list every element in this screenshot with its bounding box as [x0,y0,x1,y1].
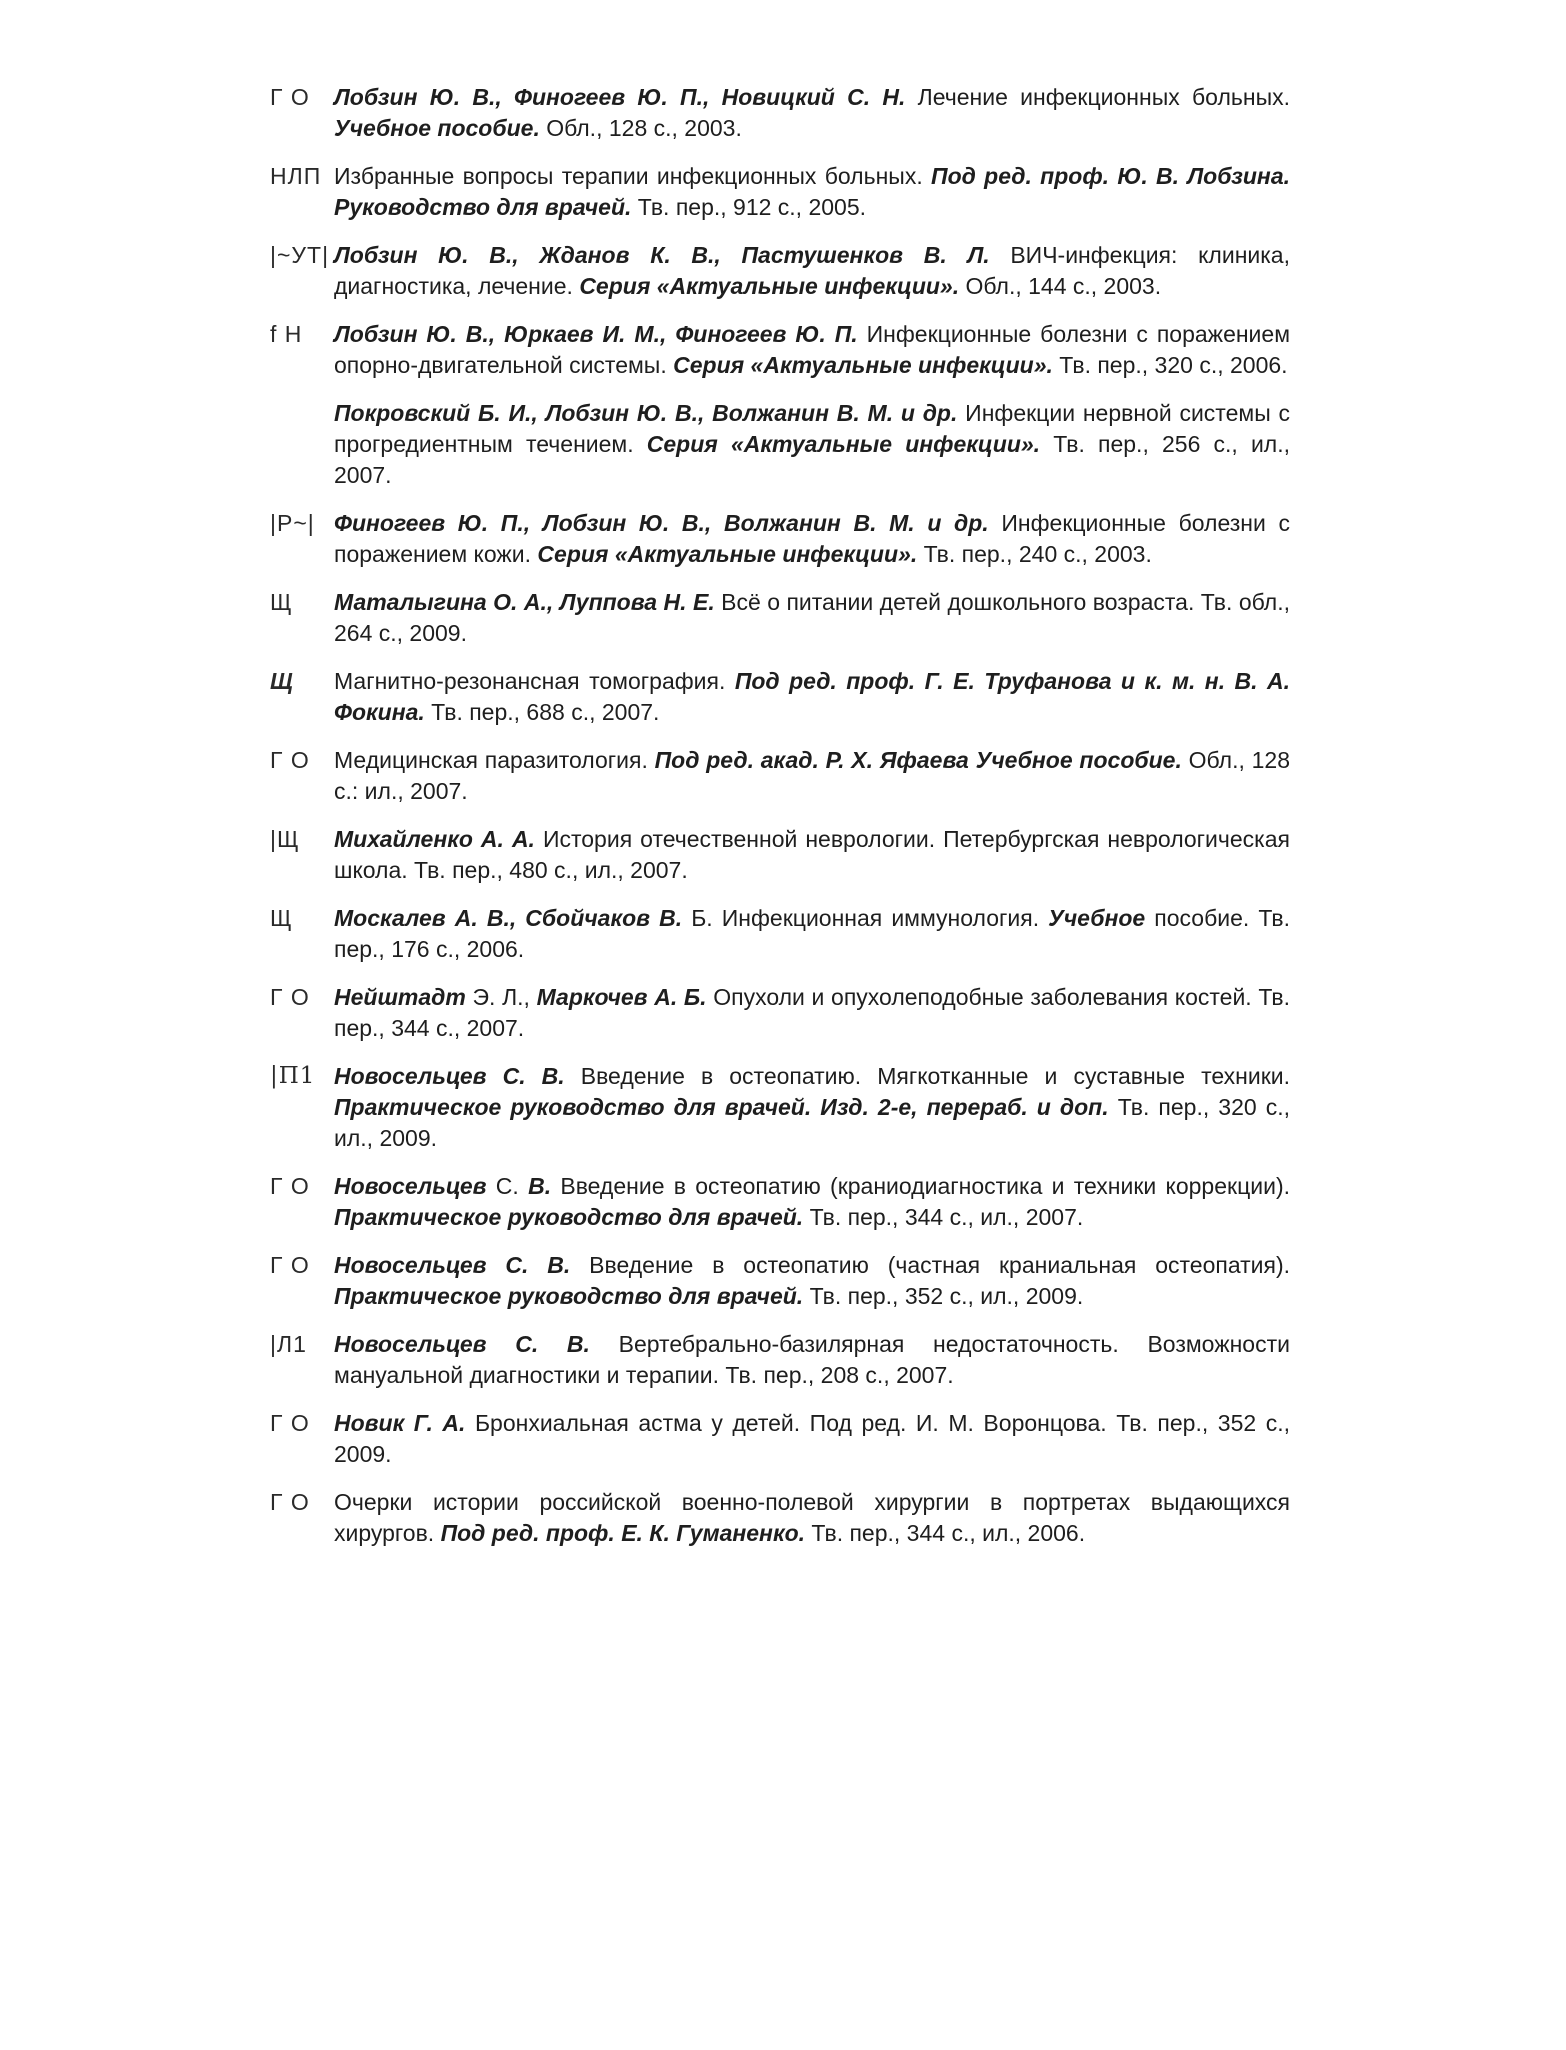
entry-marker: Г О [270,1410,310,1436]
entry-text [334,1408,1290,1470]
entry-emphasis: Лобзин Ю. В., Финогеев Ю. П., Новицкий С. Н. [334,84,906,110]
list-item [270,240,1290,302]
list-item [270,161,1290,223]
entry-plain-text: ВИЧ-инфекция: клиника, диагностика, лечение. [334,242,1290,299]
entry-plain-text: Опухоли и опухолеподобные заболевания костей. Тв. пер., 344 с., 2007. [334,984,1291,1041]
entry-plain-text: Бронхиальная астма у детей. Под ред. И. М. Воронцова. Тв. пер., 352 с., 2009. [334,1410,1290,1467]
entry-plain-text: Обл., 128 с., 2003. [539,115,742,141]
entry-text [334,1487,1290,1549]
entry-plain-text: Тв. пер., 320 с., 2006. [1052,352,1288,378]
entry-marker: |~УТ| [270,242,330,268]
list-item [270,903,1290,965]
entry-text [334,903,1290,965]
entry-text [334,1250,1290,1312]
entry-plain-text: Инфекционные болезни с поражением опорно-двигательной системы. [334,321,1291,378]
entry-emphasis: Учебное пособие. [334,115,540,141]
entry-plain-text: Введение в остеопатию. Мягкотканные и суставные техники. [564,1063,1290,1089]
entry-plain-text: Тв. пер., 320 с., ил., 2009. [334,1094,1290,1151]
entry-plain-text: Всё о питании детей дошкольного возраста. Тв. обл., 264 с., 2009. [334,589,1290,646]
entry-marker: Щ [270,589,293,615]
entry-plain-text: История отечественной неврологии. Петербургская неврологическая школа. Тв. пер., 480 с., ил., 2007. [334,826,1290,883]
entry-plain-text: пособие. Тв. пер., 176 с., 2006. [334,905,1290,962]
entry-emphasis: Практическое руководство для врачей. [334,1283,804,1309]
list-item [270,745,1290,807]
list-item [270,587,1290,649]
entry-plain-text: Тв. пер., 688 с., 2007. [424,699,660,725]
entry-text [334,319,1290,381]
entry-marker: |Р~| [270,510,315,536]
entry-plain-text: Инфекции нервной системы с прогредиентным течением. [334,400,1291,457]
entry-emphasis: Серия «Актуальные инфекции». [646,431,1041,457]
entry-emphasis: Нейштадт [334,984,466,1010]
entry-marker: Г О [270,1489,310,1515]
entry-emphasis: Практическое руководство для врачей. Изд. 2-е, перераб. и доп. [334,1094,1109,1120]
bibliography-list [270,82,1290,1566]
entry-emphasis: Маталыгина О. А., Луппова Н. Е. [334,589,715,615]
entry-marker: |П1 [270,1063,316,1089]
entry-emphasis: Серия «Актуальные инфекции». [579,273,960,299]
list-item [270,1250,1290,1312]
entry-text [334,587,1290,649]
entry-emphasis: Серия «Актуальные инфекции». [673,352,1053,378]
list-item [270,1171,1290,1233]
entry-marker: Щ [270,905,293,931]
entry-emphasis: Новик Г. А. [334,1410,466,1436]
entry-plain-text: Лечение инфекционных больных. [905,84,1290,110]
list-item [270,1329,1290,1391]
entry-plain-text: Избранные вопросы терапии инфекционных больных. [334,163,932,189]
entry-plain-text: Обл., 128 с.: ил., 2007. [334,747,1290,804]
entry-plain-text: Медицинская паразитология. [334,747,655,773]
entry-emphasis: Маркочев А. Б. [536,984,707,1010]
entry-emphasis: Под ред. проф. Е. К. Гуманенко. [440,1520,806,1546]
entry-emphasis: Под ред. проф. Ю. В. Лобзина. Руководство для врачей. [334,163,1290,220]
entry-text [334,398,1290,491]
entry-plain-text: Очерки истории российской военно-полевой хирургии в портретах выдающихся хирургов. [334,1489,1290,1546]
entry-emphasis: Новосельцев С. В. [334,1331,590,1357]
entry-emphasis: Под ред. акад. Р. Х. Яфаева Учебное пособие. [654,747,1182,773]
entry-emphasis: Новосельцев С. В. [334,1252,571,1278]
list-item [270,1487,1290,1549]
entry-emphasis: Новосельцев [334,1173,487,1199]
entry-emphasis: Лобзин Ю. В., Жданов К. В., Пастушенков В. Л. [334,242,990,268]
entry-emphasis: Москалев А. В., Сбойчаков В. [334,905,683,931]
entry-emphasis: Новосельцев С. В. [334,1063,565,1089]
entry-plain-text: Инфекционные болезни с поражением кожи. [334,510,1290,567]
entry-plain-text: Б. Инфекционная иммунология. [682,905,1049,931]
entry-text [334,1171,1290,1233]
entry-marker: |Л1 [270,1331,307,1357]
entry-plain-text: Обл., 144 с., 2003. [959,273,1162,299]
list-item [270,666,1290,728]
entry-emphasis: В. [528,1173,552,1199]
entry-marker: Щ [270,668,294,694]
entry-text [334,1061,1290,1154]
list-item [270,398,1290,491]
entry-plain-text: Тв. пер., 912 с., 2005. [631,194,867,220]
list-item [270,508,1290,570]
entry-plain-text: Вертебрально-базилярная недостаточность. Возможности мануальной диагностики и терапии. Тв. пер., 208 с., 2007. [334,1331,1290,1388]
entry-emphasis: Лобзин Ю. В., Юркаев И. М., Финогеев Ю. П. [334,321,858,347]
entry-marker: Г О [270,1252,310,1278]
entry-plain-text: Тв. пер., 352 с., ил., 2009. [803,1283,1084,1309]
entry-text [334,824,1290,886]
entry-plain-text: Тв. пер., 344 с., ил., 2006. [805,1520,1086,1546]
list-item [270,1061,1290,1154]
entry-marker: Г О [270,984,310,1010]
entry-plain-text: Введение в остеопатию (частная краниальная остеопатия). [570,1252,1290,1278]
entry-marker: Г О [270,747,310,773]
entry-marker: НЛП [270,163,322,189]
entry-plain-text: Тв. пер., 240 с., 2003. [917,541,1152,567]
entry-text [334,508,1290,570]
entry-plain-text: С. [486,1173,529,1199]
entry-marker: |Щ [270,826,300,852]
entry-text [334,240,1290,302]
list-item [270,1408,1290,1470]
entry-plain-text: Тв. пер., 256 с., ил., 2007. [334,431,1290,488]
list-item [270,82,1290,144]
entry-emphasis: Покровский Б. И., Лобзин Ю. В., Волжанин В. М. и др. [334,400,958,426]
entry-text [334,82,1290,144]
entry-text [334,982,1290,1044]
list-item [270,319,1290,381]
entry-emphasis: Практическое руководство для врачей. [334,1204,804,1230]
entry-text [334,161,1290,223]
entry-marker: Г О [270,1173,310,1199]
entry-text [334,1329,1290,1391]
entry-emphasis: Михайленко А. А. [334,826,535,852]
entry-text [334,745,1290,807]
entry-emphasis: Серия «Актуальные инфекции». [537,541,918,567]
list-item [270,982,1290,1044]
entry-plain-text: Магнитно-резонансная томография. [334,668,735,694]
entry-emphasis: Под ред. проф. Г. Е. Труфанова и к. м. н. В. А. Фокина. [334,668,1290,725]
entry-plain-text: Введение в остеопатию (краниодиагностика и техники коррекции). [551,1173,1290,1199]
entry-plain-text: Тв. пер., 344 с., ил., 2007. [803,1204,1084,1230]
entry-plain-text: Э. Л., [465,984,537,1010]
entry-emphasis: Финогеев Ю. П., Лобзин Ю. В., Волжанин В. М. и др. [334,510,989,536]
list-item [270,824,1290,886]
entry-text [334,666,1290,728]
entry-emphasis: Учебное [1048,905,1146,931]
entry-marker: f Н [270,321,303,347]
entry-marker: Г О [270,84,310,110]
